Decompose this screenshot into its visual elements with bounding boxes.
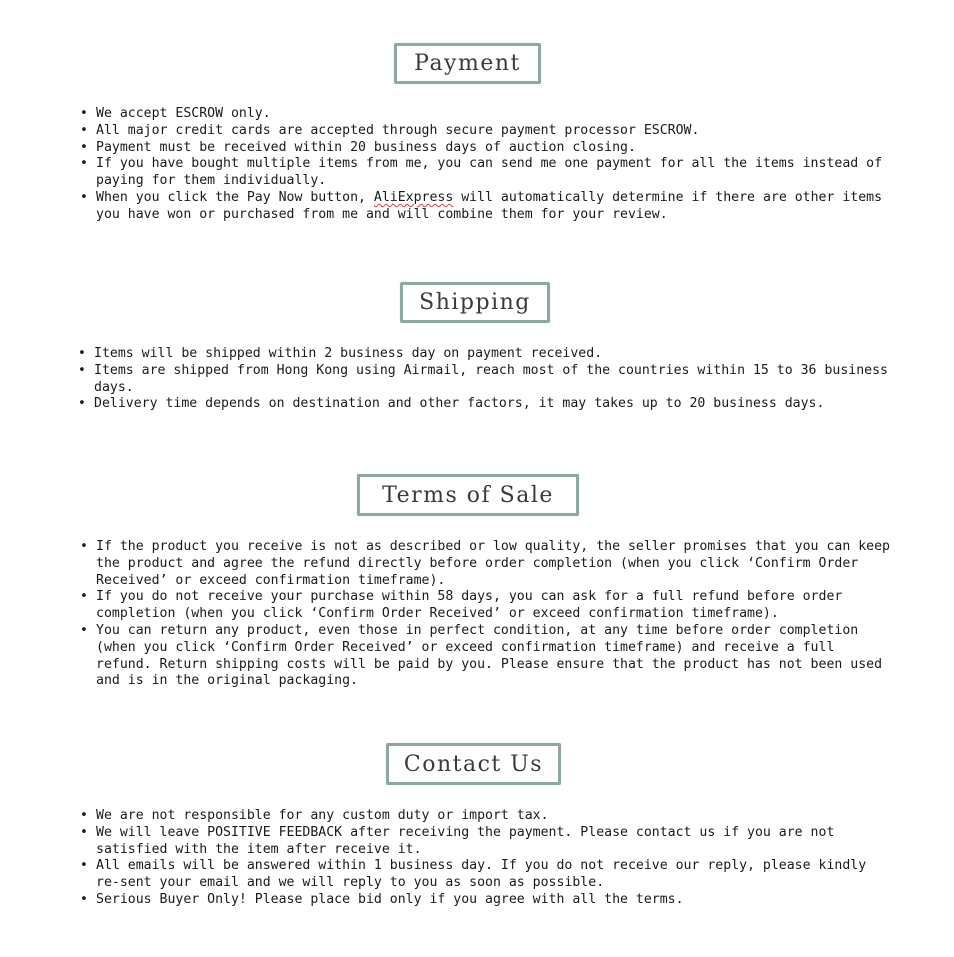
list-item-text: When you click the Pay Now button, xyxy=(96,189,374,205)
payment-list xyxy=(76,106,896,224)
list-item-text: Items will be shipped within 2 business day on payment received. xyxy=(94,346,603,361)
list-item xyxy=(76,892,896,909)
payment-heading xyxy=(394,43,541,84)
shipping-heading-label: Shipping xyxy=(419,290,531,315)
list-item xyxy=(76,858,896,892)
list-item-text: Serious Buyer Only! Please place bid only if you agree with all the terms. xyxy=(96,891,684,907)
aliexpress-spellcheck-word: AliExpress xyxy=(373,189,454,205)
list-item xyxy=(76,106,896,123)
list-item xyxy=(74,363,894,397)
list-item-text: If you do not receive your purchase within 58 days, you can ask for a full refund before order completion (when you click ‘Confirm Order Received’ or exceed confirmation timeframe). xyxy=(96,589,843,622)
list-item xyxy=(76,539,896,589)
terms-of-sale-heading-label: Terms of Sale xyxy=(382,482,554,508)
list-item xyxy=(76,140,896,157)
list-item xyxy=(76,156,896,190)
list-item xyxy=(74,346,894,363)
terms-list xyxy=(76,539,896,690)
list-item xyxy=(76,123,896,140)
list-item-text: We accept ESCROW only. xyxy=(96,106,271,121)
contact-us-heading-label: Contact Us xyxy=(403,751,544,777)
list-item-text: If the product you receive is not as described or low quality, the seller promises that you can keep the product and agree the refund directly before order completion (when you click ‘Confirm Order Received’ or exceed confirmation timeframe). xyxy=(96,539,890,588)
list-item-text: Payment must be received within 20 business days of auction closing. xyxy=(96,139,636,155)
contact-list xyxy=(76,808,896,909)
list-item-text: Delivery time depends on destination and other factors, it may takes up to 20 business days. xyxy=(94,396,825,412)
list-item-text: If you have bought multiple items from me, you can send me one payment for all the items instead of paying for them individually. xyxy=(96,156,883,189)
contact-us-heading xyxy=(386,743,561,785)
list-item-text: We are not responsible for any custom duty or import tax. xyxy=(96,808,549,823)
list-item xyxy=(76,808,896,825)
list-item-text: You can return any product, even those in perfect condition, at any time before order completion (when you click ‘Confirm Order Received’ or exceed confirmation timeframe) and receive a full refund. Return shipping costs will be paid by you. Please ensure that the product has not been used and is in the original packaging. xyxy=(96,622,883,689)
list-item-text: All emails will be answered within 1 business day. If you do not receive our reply, please kindly re-sent your email and we will reply to you as soon as possible. xyxy=(96,858,867,891)
list-item-text: Items are shipped from Hong Kong using Airmail, reach most of the countries within 15 to 36 business days. xyxy=(94,362,888,395)
list-item xyxy=(76,825,896,859)
list-item xyxy=(74,396,894,413)
payment-heading-label: Payment xyxy=(414,51,521,76)
list-item-text: All major credit cards are accepted through secure payment processor ESCROW. xyxy=(96,122,700,138)
list-item xyxy=(76,623,896,690)
shipping-list xyxy=(74,346,894,413)
list-item-text: will automatically determine if there are other items you have won or purchased from me and will combine them for your review. xyxy=(96,189,883,222)
shipping-heading xyxy=(400,282,550,323)
list-item-text: We will leave POSITIVE FEEDBACK after receiving the payment. Please contact us if you are not satisfied with the item after receive it. xyxy=(96,824,835,857)
list-item xyxy=(76,589,896,623)
list-item xyxy=(76,190,896,224)
terms-of-sale-heading xyxy=(357,474,579,516)
